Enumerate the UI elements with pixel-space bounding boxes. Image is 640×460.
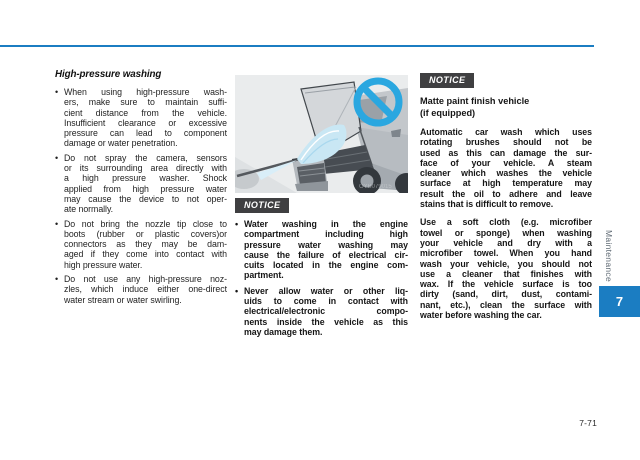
- list-item: [55, 87, 227, 149]
- list-item-text: Do not spray the camera, sensors or its surrounding area directly with a high pressure washer. Shock applied from high pressure water may cause the device to not oper- ate normally.: [64, 152, 227, 215]
- bullet-marker: [55, 219, 64, 270]
- chapter-number: 7: [615, 294, 624, 309]
- subheading-line: (if equipped): [420, 107, 476, 118]
- bullet-marker: [55, 87, 64, 149]
- list-item-text: Do not bring the nozzle tip close to boots (rubber or plastic covers)or connectors as they may be dam- aged if they come into contact with high pressure water.: [64, 218, 227, 270]
- page-number: 7-71: [579, 418, 597, 428]
- bullet-marker: [55, 274, 64, 305]
- list-item-text: Never allow water or other liq- uids to come in contact with electrical/electronic compo- nents inside the vehicle as this may damage them.: [244, 285, 408, 337]
- left-column: [55, 69, 227, 309]
- notice-paragraph: Automatic car wash which uses rotating brushes should not be used as this can damage the sur- face of your vehicle. A steam cleaner which washes the vehicle surface at high temperature may result the oil to adhere and leave stains that is difficult to remove.: [420, 127, 592, 210]
- list-item: [55, 274, 227, 305]
- right-column: [420, 70, 592, 320]
- figure-no-engine-bay-washing: [235, 75, 408, 193]
- bullet-marker: [55, 153, 64, 215]
- notice-paragraph: Use a soft cloth (e.g. microfiber towel or sponge) when washing your vehicle and dry with a microfiber towel. When you hand wash your vehicle, you should not use a cleaner that finishes with wax. If the vehicle surface is too dirty (sand, dirt, dust, contami- nant, etc.), clean the surface with water before washing the car.: [420, 217, 592, 321]
- bullet-marker: [235, 286, 244, 337]
- list-item-text: When using high-pressure wash- ers, make sure to maintain suffi- cient distance from the vehicle. Insufficient clearance or excessive pressure can lead to component damage or water penetration.: [64, 87, 227, 149]
- middle-column: [235, 75, 408, 342]
- header-rule: [0, 45, 594, 47]
- precaution-list: [55, 87, 227, 305]
- list-item: [55, 219, 227, 270]
- list-item-text: Do not use any high-pressure noz- zles, which induce either one-direct water stream or water swirling.: [64, 274, 227, 305]
- notice-subheading: [420, 96, 592, 119]
- section-heading: High-pressure washing: [55, 69, 162, 80]
- bullet-marker: [235, 219, 244, 281]
- notice-badge: [235, 198, 289, 213]
- notice-label: NOTICE: [244, 200, 281, 210]
- notice-list: [235, 219, 408, 337]
- notice-label: NOTICE: [429, 75, 466, 85]
- list-item-text: Water washing in the engine compartment including high pressure water washing may cause the failure of electrical cir- cuits located in the engine com- partment.: [244, 219, 408, 281]
- chapter-name-vertical-label: Maintenance: [604, 230, 614, 282]
- figure-watermark: OYB079015: [359, 184, 392, 190]
- subheading-line: Matte paint finish vehicle: [420, 96, 530, 106]
- list-item: [235, 219, 408, 281]
- notice-badge: [420, 73, 474, 88]
- chapter-tab: [599, 286, 640, 317]
- list-item: [55, 153, 227, 215]
- list-item: [235, 286, 408, 337]
